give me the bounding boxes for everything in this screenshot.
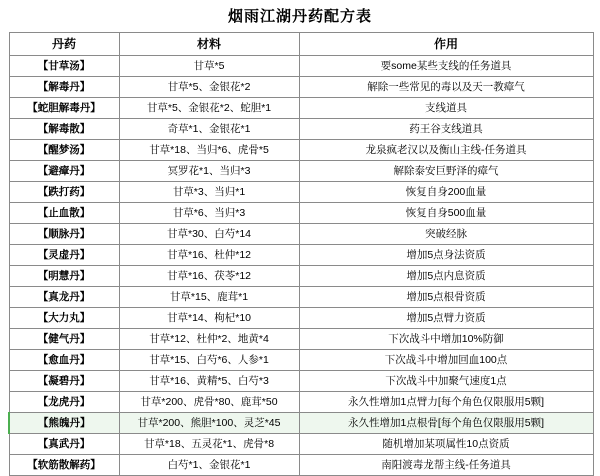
page-title: 烟雨江湖丹药配方表 — [227, 8, 372, 25]
cell-pill-name: 【凝碧丹】 — [9, 371, 119, 392]
cell-materials: 甘草*16、茯苓*12 — [119, 266, 299, 287]
cell-pill-name: 【大力丸】 — [9, 308, 119, 329]
cell-effect: 增加5点臂力资质 — [299, 308, 593, 329]
cell-pill-name: 【熊魄丹】 — [9, 413, 119, 434]
cell-effect: 增加5点身法资质 — [299, 245, 593, 266]
cell-materials: 甘草*18、五灵花*1、虎骨*8 — [119, 434, 299, 455]
cell-materials: 冥罗花*1、当归*3 — [119, 161, 299, 182]
recipe-table — [8, 32, 594, 476]
cell-effect: 增加5点根骨资质 — [299, 287, 593, 308]
table-row — [9, 287, 593, 308]
cell-pill-name: 【真龙丹】 — [9, 287, 119, 308]
cell-materials: 甘草*15、鹿茸*1 — [119, 287, 299, 308]
table-row — [9, 77, 593, 98]
cell-materials: 甘草*15、白芍*6、人参*1 — [119, 350, 299, 371]
cell-effect: 下次战斗中增加回血100点 — [299, 350, 593, 371]
cell-materials: 甘草*12、杜仲*2、地黄*4 — [119, 329, 299, 350]
cell-effect: 永久性增加1点根骨[每个角色仅限服用5颗] — [299, 413, 593, 434]
cell-pill-name: 【顺脉丹】 — [9, 224, 119, 245]
table-header — [9, 33, 593, 56]
cell-materials: 甘草*16、杜仲*12 — [119, 245, 299, 266]
table-row — [9, 56, 593, 77]
cell-effect: 恢复自身500血量 — [299, 203, 593, 224]
cell-effect: 增加5点内息资质 — [299, 266, 593, 287]
table-header-row — [9, 33, 593, 56]
cell-effect: 随机增加某项属性10点资质 — [299, 434, 593, 455]
cell-pill-name: 【跌打药】 — [9, 182, 119, 203]
cell-pill-name: 【明慧丹】 — [9, 266, 119, 287]
cell-effect: 药王谷支线道具 — [299, 119, 593, 140]
table-row — [9, 182, 593, 203]
cell-effect: 解除泰安巨野泽的瘴气 — [299, 161, 593, 182]
cell-effect: 支线道具 — [299, 98, 593, 119]
cell-materials: 甘草*30、白芍*14 — [119, 224, 299, 245]
cell-pill-name: 【止血散】 — [9, 203, 119, 224]
column-header-name: 丹药 — [9, 33, 119, 56]
cell-materials: 甘草*5 — [119, 56, 299, 77]
cell-pill-name: 【灵虚丹】 — [9, 245, 119, 266]
cell-materials: 甘草*200、虎骨*80、鹿茸*50 — [119, 392, 299, 413]
cell-effect: 下次战斗中加聚气速度1点 — [299, 371, 593, 392]
cell-effect: 龙泉疯老汉以及衡山主线-任务道具 — [299, 140, 593, 161]
cell-effect: 南阳渡毒龙帮主线-任务道具 — [299, 455, 593, 476]
table-row — [9, 329, 593, 350]
cell-pill-name: 【软筋散解药】 — [9, 455, 119, 476]
table-body — [9, 56, 593, 476]
cell-pill-name: 【蛇胆解毒丹】 — [9, 98, 119, 119]
table-row — [9, 266, 593, 287]
table-row — [9, 161, 593, 182]
table-row — [9, 203, 593, 224]
cell-effect: 解除一些常见的毒以及天一教瘴气 — [299, 77, 593, 98]
cell-materials: 白芍*1、金银花*1 — [119, 455, 299, 476]
column-header-materials: 材料 — [119, 33, 299, 56]
cell-materials: 甘草*5、金银花*2、蛇胆*1 — [119, 98, 299, 119]
cell-pill-name: 【避瘴丹】 — [9, 161, 119, 182]
table-row — [9, 224, 593, 245]
cell-materials: 甘草*3、当归*1 — [119, 182, 299, 203]
cell-pill-name: 【健气丹】 — [9, 329, 119, 350]
cell-materials: 甘草*200、熊胆*100、灵芝*45 — [119, 413, 299, 434]
table-row — [9, 455, 593, 476]
cell-materials: 甘草*14、枸杞*10 — [119, 308, 299, 329]
cell-effect: 恢复自身200血量 — [299, 182, 593, 203]
cell-materials: 甘草*16、黄精*5、白芍*3 — [119, 371, 299, 392]
table-row — [9, 392, 593, 413]
cell-pill-name: 【解毒散】 — [9, 119, 119, 140]
table-row — [9, 98, 593, 119]
cell-pill-name: 【解毒丹】 — [9, 77, 119, 98]
cell-materials: 甘草*18、当归*6、虎骨*5 — [119, 140, 299, 161]
cell-pill-name: 【愈血丹】 — [9, 350, 119, 371]
cell-pill-name: 【龙虎丹】 — [9, 392, 119, 413]
table-row — [9, 413, 593, 434]
table-row — [9, 371, 593, 392]
cell-pill-name: 【醒梦汤】 — [9, 140, 119, 161]
table-row — [9, 119, 593, 140]
cell-effect: 突破经脉 — [299, 224, 593, 245]
cell-effect: 要some某些支线的任务道具 — [299, 56, 593, 77]
cell-materials: 奇草*1、金银花*1 — [119, 119, 299, 140]
cell-pill-name: 【真武丹】 — [9, 434, 119, 455]
table-row — [9, 434, 593, 455]
cell-materials: 甘草*6、当归*3 — [119, 203, 299, 224]
table-row — [9, 245, 593, 266]
column-header-effect: 作用 — [299, 33, 593, 56]
table-row — [9, 140, 593, 161]
cell-effect: 永久性增加1点臂力[每个角色仅限服用5颗] — [299, 392, 593, 413]
cell-materials: 甘草*5、金银花*2 — [119, 77, 299, 98]
table-row — [9, 308, 593, 329]
cell-pill-name: 【甘草汤】 — [9, 56, 119, 77]
table-row — [9, 350, 593, 371]
cell-effect: 下次战斗中增加10%防御 — [299, 329, 593, 350]
